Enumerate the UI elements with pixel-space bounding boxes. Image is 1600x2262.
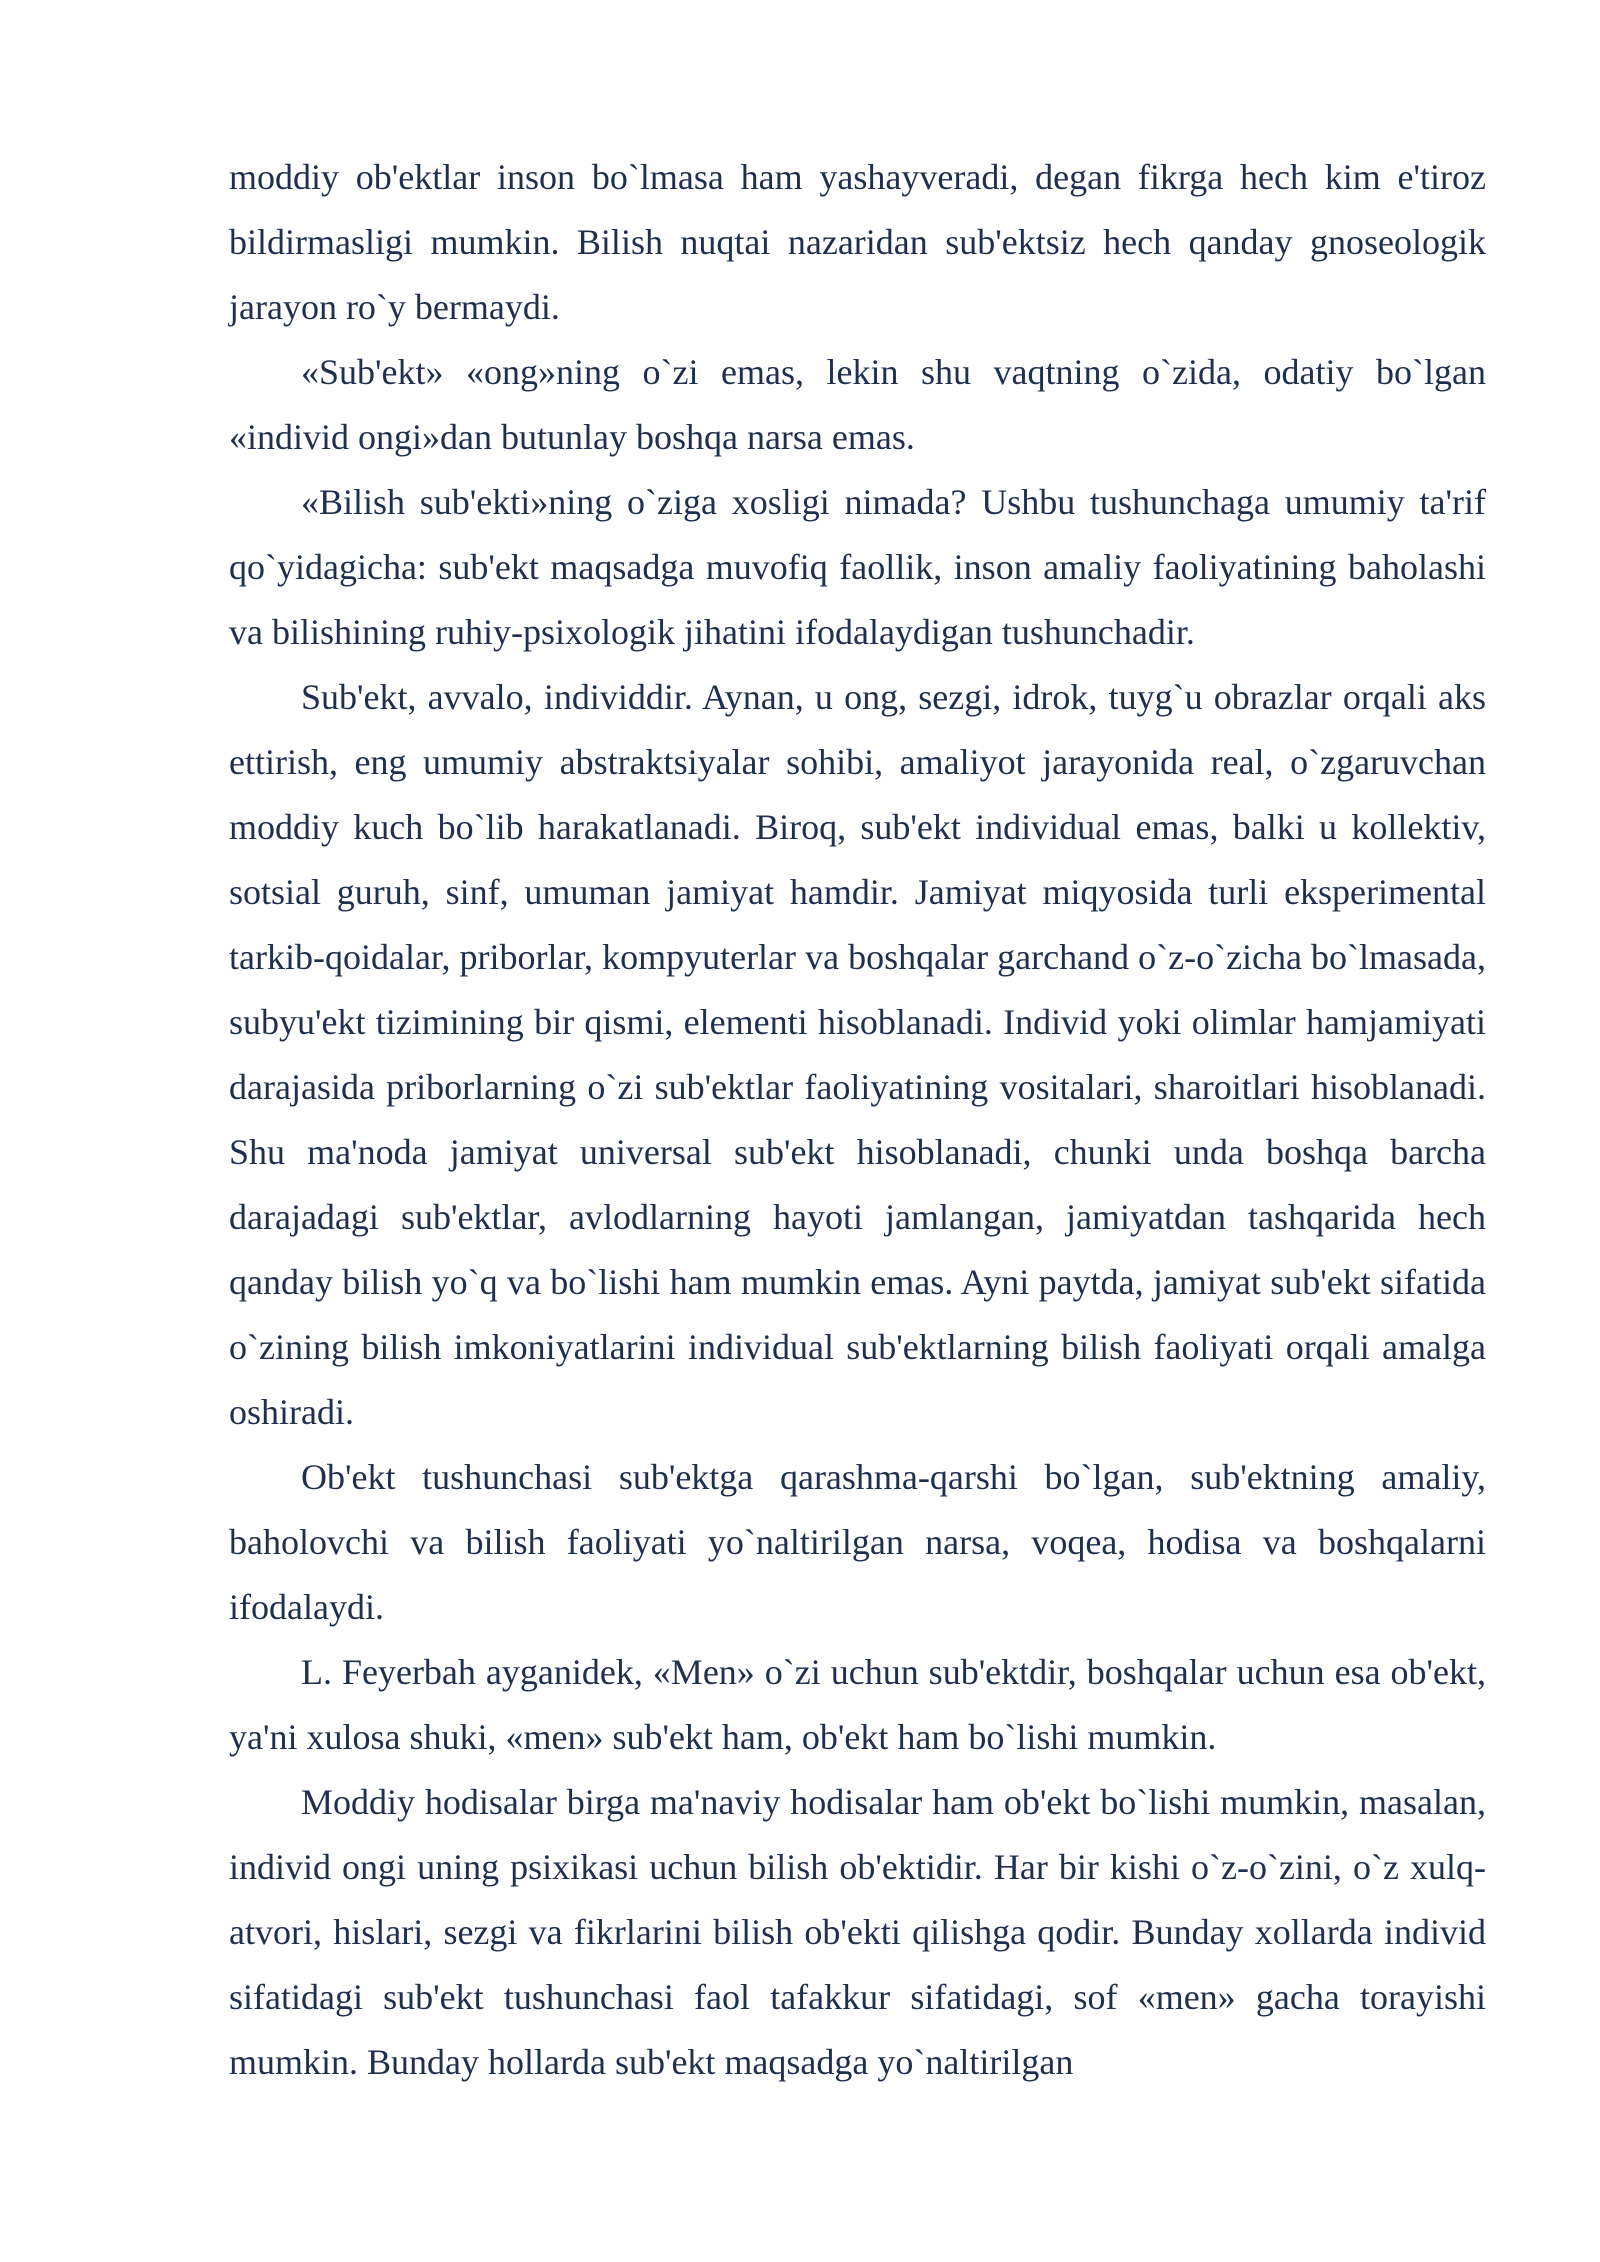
paragraph-3: «Bilish sub'ekti»ning o`ziga xosligi nimada? Ushbu tushunchaga umumiy ta'rif qo`yidagicha: sub'ekt maqsadga muvofiq faollik, inson amaliy faoliyatining baholashi va bilishining ruhiy-psixologik jihatini ifodalaydigan tushunchadir. [229,482,1486,652]
paragraph-1: moddiy ob'ektlar inson bo`lmasa ham yashayveradi, degan fikrga hech kim e'tiroz bildirmasligi mumkin. Bilish nuqtai nazaridan sub'ektsiz hech qanday gnoseologik jarayon ro`y bermaydi. [229,157,1486,327]
paragraph-6: L. Feyerbah ayganidek, «Men» o`zi uchun sub'ektdir, boshqalar uchun esa ob'ekt, ya'ni xulosa shuki, «men» sub'ekt ham, ob'ekt ham bo`lishi mumkin. [229,1652,1486,1757]
paragraph-7: Moddiy hodisalar birga ma'naviy hodisalar ham ob'ekt bo`lishi mumkin, masalan, individ ongi uning psixikasi uchun bilish ob'ektidir. Har bir kishi o`z-o`zini, o`z xulq-atvori, hislari, sezgi va fikrlarini bilish ob'ekti qilishga qodir. Bunday xollarda individ sifatidagi sub'ekt tushunchasi faol tafakkur sifatidagi, sof «men» gacha torayishi mumkin. Bunday hollarda sub'ekt maqsadga yo`naltirilgan [229,1782,1486,2082]
paragraph-2: «Sub'ekt» «ong»ning o`zi emas, lekin shu vaqtning o`zida, odatiy bo`lgan «individ ongi»dan butunlay boshqa narsa emas. [229,352,1486,457]
paragraph-4: Sub'ekt, avvalo, individdir. Aynan, u ong, sezgi, idrok, tuyg`u obrazlar orqali aks ettirish, eng umumiy abstraktsiyalar sohibi, amaliyot jarayonida real, o`zgaruvchan moddiy kuch bo`lib harakatlanadi. Biroq, sub'ekt individual emas, balki u kollektiv, sotsial guruh, sinf, umuman jamiyat hamdir. Jamiyat miqyosida turli eksperimental tarkib-qoidalar, priborlar, kompyuterlar va boshqalar garchand o`z-o`zicha bo`lmasada, subyu'ekt tizimining bir qismi, elementi hisoblanadi. Individ yoki olimlar hamjamiyati darajasida priborlarning o`zi sub'ektlar faoliyatining vositalari, sharoitlari hisoblanadi. Shu ma'noda jamiyat universal sub'ekt hisoblanadi, chunki unda boshqa barcha darajadagi sub'ektlar, avlodlarning hayoti jamlangan, jamiyatdan tashqarida hech qanday bilish yo`q va bo`lishi ham mumkin emas. Ayni paytda, jamiyat sub'ekt sifatida o`zining bilish imkoniyatlarini individual sub'ektlarning bilish faoliyati orqali amalga oshiradi. [229,677,1486,1432]
document-page [229,145,1486,2095]
paragraph-5: Ob'ekt tushunchasi sub'ektga qarashma-qarshi bo`lgan, sub'ektning amaliy, baholovchi va bilish faoliyati yo`naltirilgan narsa, voqea, hodisa va boshqalarni ifodalaydi. [229,1457,1486,1627]
